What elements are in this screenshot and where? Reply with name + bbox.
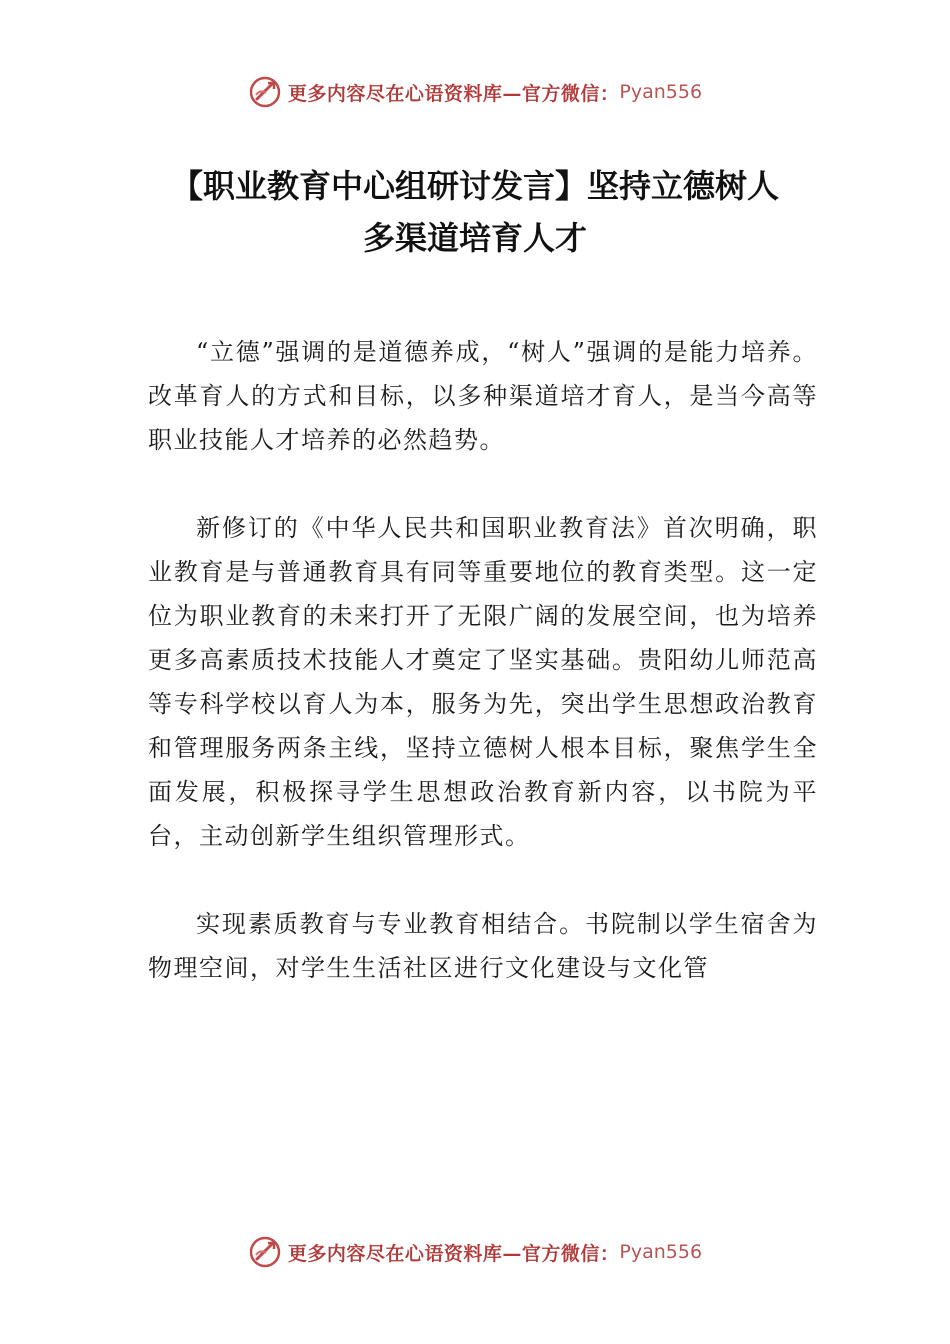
header-wechat-id: Pyan556	[619, 81, 703, 103]
document-body	[148, 330, 818, 1034]
document-title	[95, 160, 855, 264]
brand-logo-icon	[248, 75, 282, 109]
paragraph: 实现素质教育与专业教育相结合。书院制以学生宿舍为物理空间，对学生生活社区进行文化建设与文化管	[148, 910, 818, 982]
header-banner-text: 更多内容尽在心语资料库—官方微信：	[287, 82, 620, 105]
paragraph: “立德”强调的是道德养成，“树人”强调的是能力培养。改革育人的方式和目标，以多种渠道培才育人，是当今高等职业技能人才培养的必然趋势。	[148, 338, 818, 454]
header-banner	[0, 72, 950, 112]
footer-wechat-id: Pyan556	[619, 1241, 703, 1263]
paragraph: 新修订的《中华人民共和国职业教育法》首次明确，职业教育是与普通教育具有同等重要地位的教育类型。这一定位为职业教育的未来打开了无限广阔的发展空间，也为培养更多高素质技术技能人才奠定了坚实基础。贵阳幼儿师范高等专科学校以育人为本，服务为先，突出学生思想政治教育和管理服务两条主线，坚持立德树人根本目标，聚焦学生全面发展，积极探寻学生思想政治教育新内容，以书院为平台，主动创新学生组织管理形式。	[148, 514, 818, 850]
footer-banner-text: 更多内容尽在心语资料库—官方微信：	[287, 1242, 620, 1265]
brand-logo-icon	[248, 1235, 282, 1269]
title-line-1: 【职业教育中心组研讨发言】坚持立德树人	[170, 167, 779, 205]
footer-banner	[0, 1232, 950, 1272]
title-line-2: 多渠道培育人才	[362, 219, 587, 257]
